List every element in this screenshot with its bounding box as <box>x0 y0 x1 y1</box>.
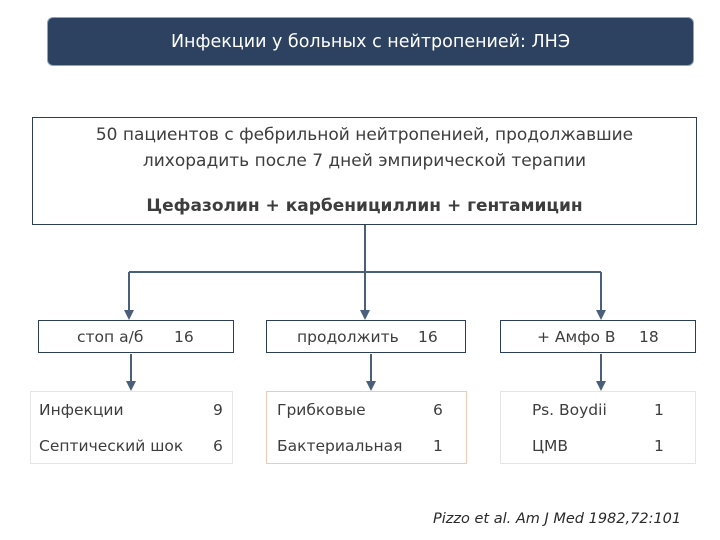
result-name: ЦМВ <box>532 437 569 455</box>
citation: Pizzo et al. Am J Med 1982,72:101 <box>433 511 682 527</box>
result-name: Грибковые <box>277 401 366 419</box>
arm-count: 18 <box>639 328 659 346</box>
page-title: Инфекции у больных с нейтропенией: ЛНЭ <box>170 31 571 52</box>
arm-count: 16 <box>174 328 194 346</box>
result-value: 1 <box>654 401 664 419</box>
result-value: 9 <box>213 401 223 419</box>
result-value: 1 <box>433 437 443 455</box>
arm-count: 16 <box>418 328 438 346</box>
result-name: Ps. Boydii <box>532 401 607 419</box>
arm-label: + Амфо В <box>537 328 616 346</box>
study-line-1: 50 пациентов с фебрильной нейтропенией, продолжавшие <box>95 125 634 145</box>
result-value: 6 <box>433 401 443 419</box>
regimen-label: Цефазолин + карбенициллин + гентамицин <box>146 196 583 216</box>
result-name: Септический шок <box>39 437 184 455</box>
results-continue <box>266 391 467 464</box>
arm-amphotericin <box>500 320 696 353</box>
study-line-2: лихорадить после 7 дней эмпирической терапии <box>142 151 587 171</box>
result-name: Инфекции <box>39 401 124 419</box>
result-value: 6 <box>213 437 223 455</box>
result-name: Бактериальная <box>277 437 403 455</box>
arm-label: стоп а/б <box>77 328 144 346</box>
arm-stop-antibiotics <box>38 320 234 353</box>
result-value: 1 <box>654 437 664 455</box>
results-amphotericin <box>500 391 696 464</box>
arm-label: продолжить <box>297 328 399 346</box>
arm-continue <box>266 320 466 353</box>
results-stop-antibiotics <box>30 391 233 464</box>
